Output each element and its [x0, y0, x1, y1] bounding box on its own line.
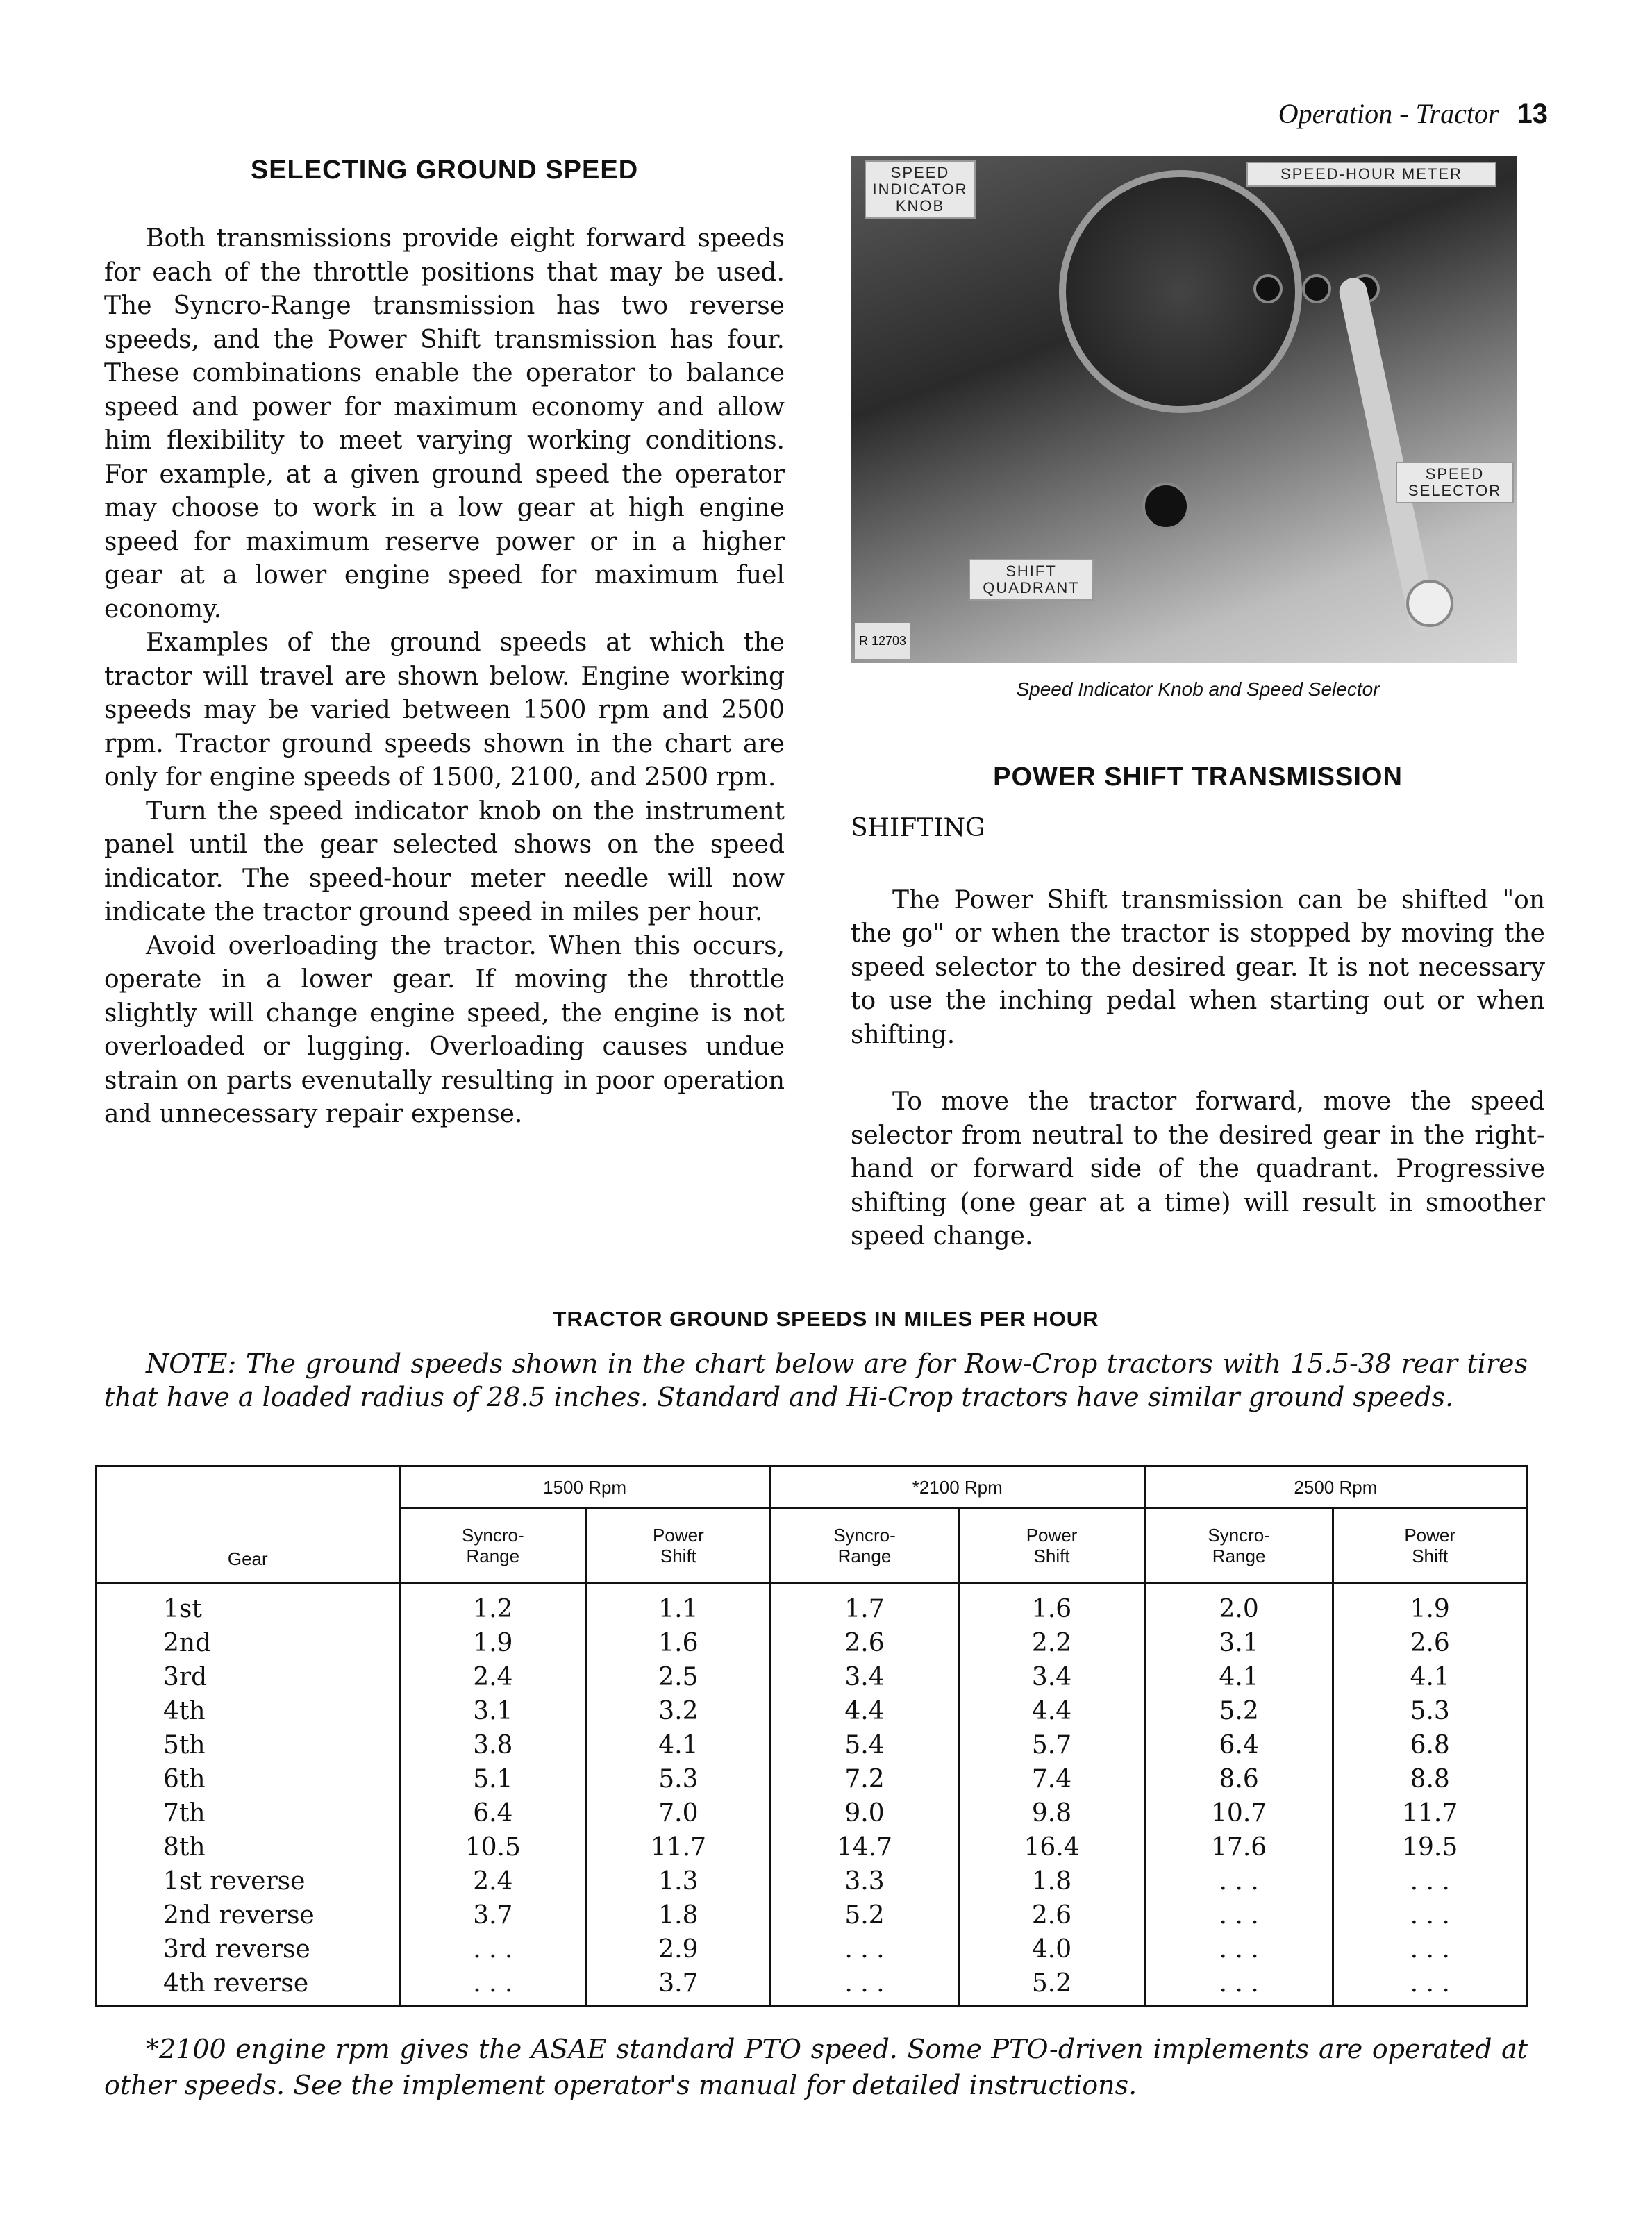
table-row: [97, 1583, 1527, 1627]
speed-cell: 16.4: [959, 1830, 1145, 1864]
transmission-subheader: Power Shift: [959, 1509, 1145, 1583]
table-row: [97, 1796, 1527, 1830]
rpm-header: 1500 Rpm: [399, 1466, 770, 1509]
speed-cell: 7.0: [587, 1796, 771, 1830]
paragraph: Examples of the ground speeds at which the tractor will travel are shown below. Engine working speeds may be varied between 1500 rpm and 2500 rpm. Tractor ground speeds shown in the chart are only for engine speeds of 1500, 2100, and 2500 rpm.: [104, 628, 785, 792]
speed-cell: 1.8: [959, 1864, 1145, 1898]
gear-cell: 4th reverse: [97, 1966, 400, 2006]
paragraph: To move the tractor forward, move the speed selector from neutral to the desired gear in the right-hand or forward side of the quadrant. Progressive shifting (one gear at a time) will result in smoother speed change.: [851, 1087, 1545, 1251]
gear-cell: 3rd: [97, 1660, 400, 1694]
speed-cell: 2.6: [770, 1626, 959, 1660]
control-knob: [1253, 274, 1283, 303]
instrument-panel-photo: [851, 156, 1517, 663]
gear-cell: 4th: [97, 1694, 400, 1728]
subheading-shifting: SHIFTING: [851, 814, 985, 842]
speed-cell: 6.4: [1144, 1728, 1333, 1762]
speed-cell: 5.2: [1144, 1694, 1333, 1728]
gear-column-header: Gear: [97, 1466, 400, 1583]
speed-cell: 1.1: [587, 1583, 771, 1627]
speed-cell: 2.9: [587, 1932, 771, 1966]
speed-cell: 3.7: [399, 1898, 587, 1932]
speed-cell: 1.9: [1333, 1583, 1527, 1627]
speed-cell: 4.4: [959, 1694, 1145, 1728]
speed-cell: 7.4: [959, 1762, 1145, 1796]
page-number: 13: [1517, 99, 1548, 129]
running-header: [1278, 97, 1548, 130]
rpm-header: 2500 Rpm: [1144, 1466, 1526, 1509]
table-row: [97, 1728, 1527, 1762]
speed-cell: . . .: [399, 1966, 587, 2006]
speed-cell: 1.8: [587, 1898, 771, 1932]
speed-cell: 4.1: [1144, 1660, 1333, 1694]
running-header-title: Operation - Tractor: [1278, 98, 1499, 129]
speed-cell: 1.9: [399, 1626, 587, 1660]
speed-cell: 8.6: [1144, 1762, 1333, 1796]
ground-speed-table: [95, 1465, 1528, 2007]
speed-cell: 1.2: [399, 1583, 587, 1627]
label-shift-quadrant: SHIFT QUADRANT: [969, 559, 1094, 601]
speed-cell: . . .: [1144, 1932, 1333, 1966]
speed-cell: 5.3: [587, 1762, 771, 1796]
speed-cell: . . .: [1333, 1932, 1527, 1966]
speed-cell: 2.6: [959, 1898, 1145, 1932]
speed-cell: 10.5: [399, 1830, 587, 1864]
gear-knob: [1142, 483, 1190, 530]
right-column: [851, 156, 1545, 1254]
paragraph: Avoid overloading the tractor. When this occurs, operate in a lower gear. If moving the throttle slightly will change engine speed, the engine is not overloaded or lugging. Overloading causes undue strain on parts evenutally resulting in poor operation and unnecessary repair expense.: [104, 931, 785, 1128]
table-row: [97, 1932, 1527, 1966]
paragraph: Both transmissions provide eight forward speeds for each of the throttle positions that may be used. The Syncro-Range transmission has two reverse speeds, and the Power Shift transmission has four. These combinations enable the operator to balance speed and power for maximum economy and allow him flexibility to meet varying working conditions. For example, at a given ground speed the operator may choose to work in a low gear at high engine speed for maximum reserve power or in a higher gear at a lower engine speed for maximum fuel economy.: [104, 224, 785, 624]
speed-cell: 1.7: [770, 1583, 959, 1627]
label-speed-indicator-knob: SPEED INDICATOR KNOB: [865, 160, 976, 219]
speed-cell: 4.4: [770, 1694, 959, 1728]
paragraph: Turn the speed indicator knob on the instrument panel until the gear selected shows on the speed indicator. The speed-hour meter needle will now indicate the tractor ground speed in miles per hour.: [104, 796, 785, 926]
speed-cell: 5.3: [1333, 1694, 1527, 1728]
table-row: [97, 1626, 1527, 1660]
speed-cell: 6.4: [399, 1796, 587, 1830]
speed-cell: . . .: [1144, 1966, 1333, 2006]
speed-cell: 8.8: [1333, 1762, 1527, 1796]
gear-cell: 6th: [97, 1762, 400, 1796]
speed-cell: . . .: [770, 1966, 959, 2006]
table-row: [97, 1762, 1527, 1796]
gear-cell: 3rd reverse: [97, 1932, 400, 1966]
speed-cell: 3.7: [587, 1966, 771, 2006]
table-row: [97, 1694, 1527, 1728]
speed-cell: 3.1: [1144, 1626, 1333, 1660]
transmission-subheader: Power Shift: [587, 1509, 771, 1583]
speed-cell: 19.5: [1333, 1830, 1527, 1864]
table-row: [97, 1830, 1527, 1864]
speed-cell: 2.4: [399, 1864, 587, 1898]
speed-cell: 5.7: [959, 1728, 1145, 1762]
speed-cell: 2.4: [399, 1660, 587, 1694]
speed-cell: 9.0: [770, 1796, 959, 1830]
table-row: [97, 1864, 1527, 1898]
table-row: [97, 1966, 1527, 2006]
speed-cell: 14.7: [770, 1830, 959, 1864]
speed-cell: . . .: [1144, 1898, 1333, 1932]
speed-cell: 11.7: [1333, 1796, 1527, 1830]
gear-cell: 8th: [97, 1830, 400, 1864]
speed-cell: 3.1: [399, 1694, 587, 1728]
speed-cell: 4.1: [1333, 1660, 1527, 1694]
section-heading-power-shift: POWER SHIFT TRANSMISSION: [993, 762, 1403, 792]
speed-cell: . . .: [1333, 1898, 1527, 1932]
transmission-subheader: Syncro- Range: [1144, 1509, 1333, 1583]
speed-cell: 5.2: [959, 1966, 1145, 2006]
left-column: [104, 156, 785, 1132]
speed-cell: 2.0: [1144, 1583, 1333, 1627]
table-row: [97, 1660, 1527, 1694]
rpm-header: *2100 Rpm: [770, 1466, 1144, 1509]
speed-cell: 9.8: [959, 1796, 1145, 1830]
speed-cell: 1.3: [587, 1864, 771, 1898]
speed-cell: 4.0: [959, 1932, 1145, 1966]
speed-cell: 1.6: [587, 1626, 771, 1660]
speed-cell: 10.7: [1144, 1796, 1333, 1830]
speed-cell: 1.6: [959, 1583, 1145, 1627]
transmission-subheader: Power Shift: [1333, 1509, 1527, 1583]
speed-cell: 3.3: [770, 1864, 959, 1898]
speed-cell: . . .: [399, 1932, 587, 1966]
speed-cell: 2.5: [587, 1660, 771, 1694]
label-speed-selector: SPEED SELECTOR: [1396, 462, 1514, 503]
speed-cell: 11.7: [587, 1830, 771, 1864]
table-row: [97, 1898, 1527, 1932]
speed-cell: 4.1: [587, 1728, 771, 1762]
gear-cell: 1st: [97, 1583, 400, 1627]
speed-cell: 3.2: [587, 1694, 771, 1728]
paragraph: The Power Shift transmission can be shifted "on the go" or when the tractor is stopped by moving the speed selector to the desired gear. It is not necessary to use the inching pedal when starting out or when shifting.: [851, 885, 1545, 1049]
speed-cell: 7.2: [770, 1762, 959, 1796]
speed-cell: 5.4: [770, 1728, 959, 1762]
speed-cell: 3.4: [959, 1660, 1145, 1694]
control-knob: [1302, 274, 1331, 303]
footnote: *2100 engine rpm gives the ASAE standard PTO speed. Some PTO-driven implements are operated at other speeds. See the implement operator's manual for detailed instructions.: [104, 2034, 1528, 2100]
speed-cell: 3.4: [770, 1660, 959, 1694]
speed-cell: 2.2: [959, 1626, 1145, 1660]
speed-selector-knob: [1406, 580, 1453, 627]
speed-cell: . . .: [1333, 1966, 1527, 2006]
transmission-subheader: Syncro- Range: [399, 1509, 587, 1583]
label-speed-hour-meter: SPEED-HOUR METER: [1246, 162, 1496, 187]
table-title: TRACTOR GROUND SPEEDS IN MILES PER HOUR: [553, 1307, 1099, 1331]
gear-cell: 2nd: [97, 1626, 400, 1660]
transmission-subheader: Syncro- Range: [770, 1509, 959, 1583]
photo-caption: Speed Indicator Knob and Speed Selector: [1016, 678, 1380, 700]
gear-cell: 1st reverse: [97, 1864, 400, 1898]
speed-cell: 6.8: [1333, 1728, 1527, 1762]
speed-cell: . . .: [770, 1932, 959, 1966]
photo-code: R 12703: [855, 623, 910, 660]
table-note: NOTE: The ground speeds shown in the chart below are for Row-Crop tractors with 15.5-38 rear tires that have a loaded radius of 28.5 inches. Standard and Hi-Crop tractors have similar ground speeds.: [104, 1348, 1528, 1412]
gear-cell: 7th: [97, 1796, 400, 1830]
gear-cell: 2nd reverse: [97, 1898, 400, 1932]
speed-cell: 2.6: [1333, 1626, 1527, 1660]
speed-cell: . . .: [1144, 1864, 1333, 1898]
gear-cell: 5th: [97, 1728, 400, 1762]
speed-cell: 5.2: [770, 1898, 959, 1932]
speed-cell: 17.6: [1144, 1830, 1333, 1864]
speed-cell: 3.8: [399, 1728, 587, 1762]
speed-cell: 5.1: [399, 1762, 587, 1796]
speed-cell: . . .: [1333, 1864, 1527, 1898]
section-heading-ground-speed: SELECTING GROUND SPEED: [250, 156, 639, 185]
